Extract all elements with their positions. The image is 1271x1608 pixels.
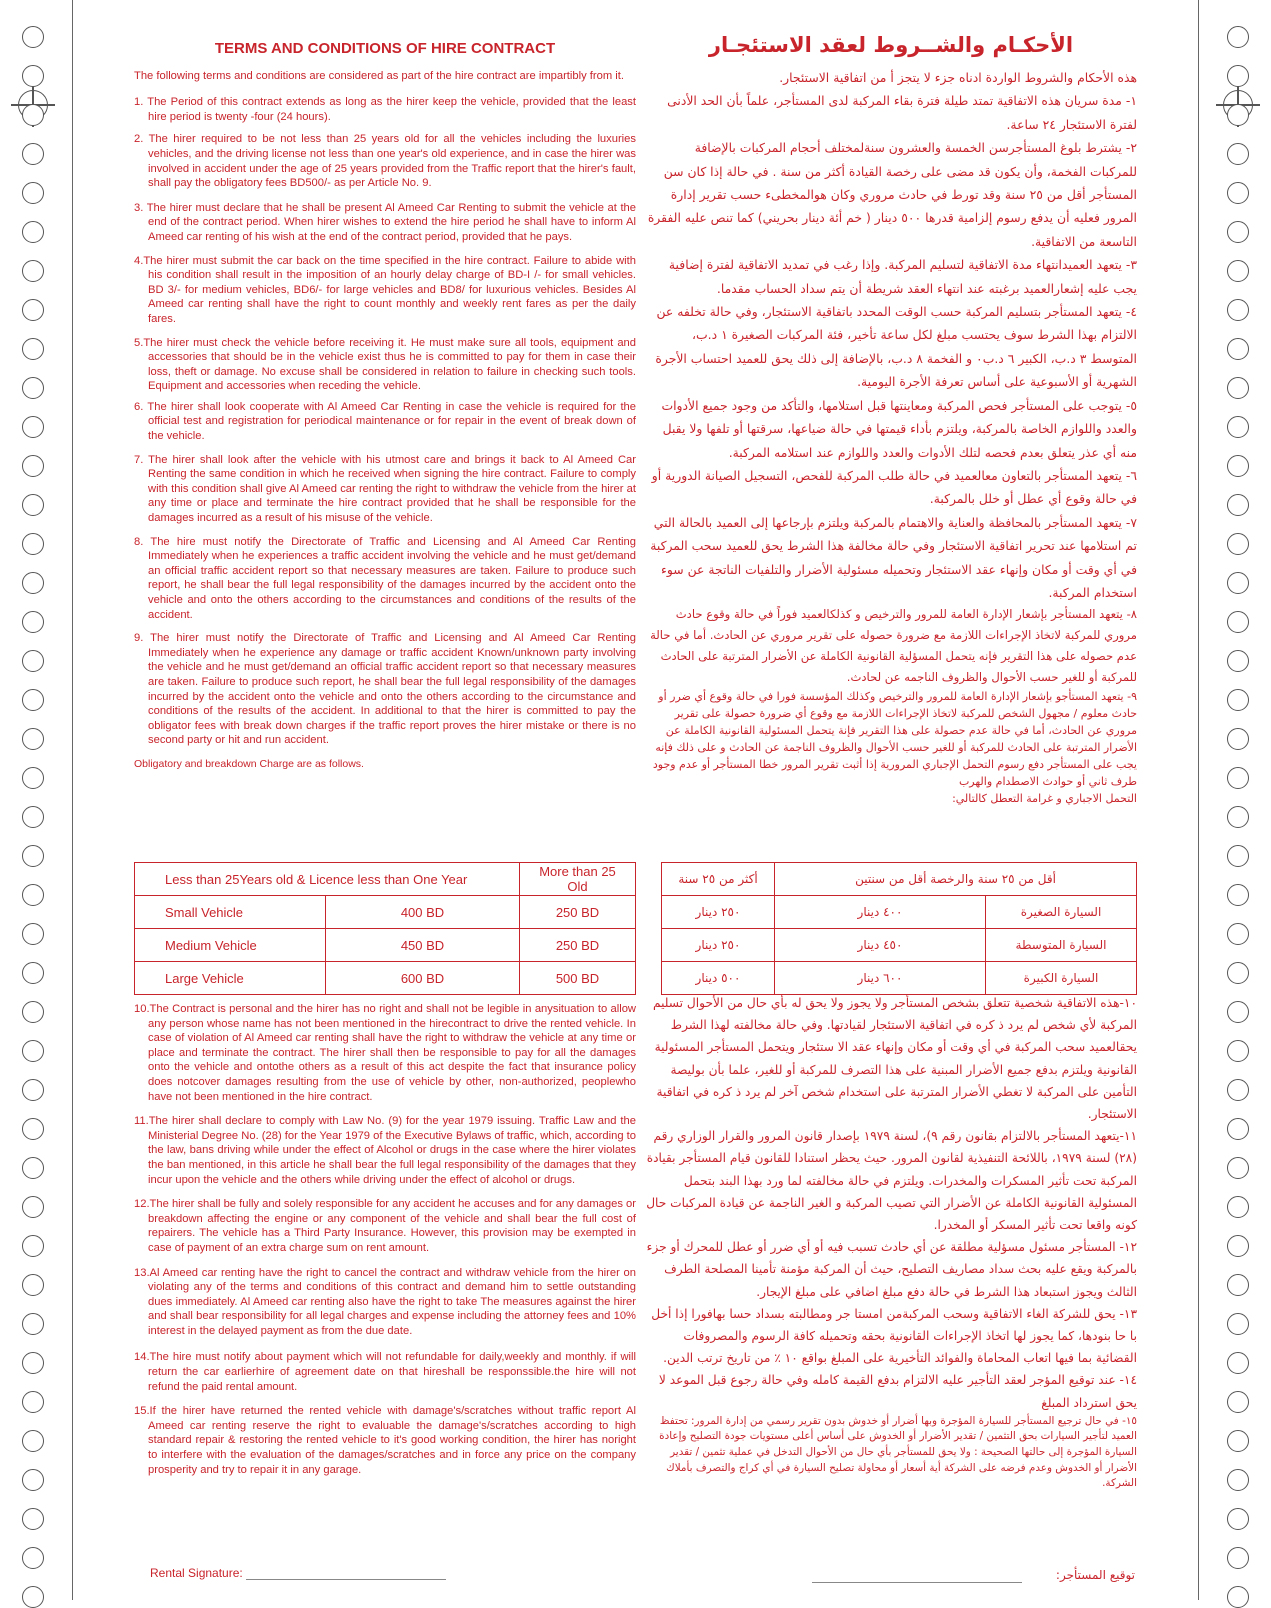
charge-over-25: ٢٥٠ دينار	[662, 896, 775, 929]
english-clause: 9. The hirer must notify the Directorate of Traffic and Licensing and Al Ameed Car Renting Immediately when he experience any damage or traffic accident Known/unknown party involving the vehicle and he must get/demand an official traffic accident report so that necessary measures are taken. Failure to produce such report, he shall bear the full legal responsibility of the damages incurred by the accident onto the vehicle and onto the others according to the circumstance and conditions of the results of the accident. In additional to that the hirer is committed to pay the obligator fees with break down charges if the traffic report proves the hirer mistake or there is no second party or hit and run accident.	[134, 632, 636, 747]
punch-hole-icon	[1227, 533, 1249, 555]
punch-hole-icon	[22, 1001, 44, 1023]
punch-hole-icon	[22, 377, 44, 399]
punch-hole-icon	[1227, 806, 1249, 828]
punch-hole-icon	[1227, 1586, 1249, 1608]
punch-hole-icon	[1227, 1313, 1249, 1335]
english-items-part1	[134, 95, 636, 748]
punch-hole-icon	[22, 1586, 44, 1608]
punch-hole-icon	[22, 26, 44, 48]
punch-hole-icon	[1227, 845, 1249, 867]
punch-hole-icon	[1227, 65, 1249, 87]
table-row	[662, 962, 1137, 995]
vehicle-class: السيارة الصغيرة	[986, 896, 1137, 929]
arabic-clause: ٣- يتعهد العميدانتهاء مدة الاتفاقية لتسليم المركبة. وإذا رغب في تمديد الاتفاقية لفترة إضافية يجب عليه إشعارالعميد برغبته عند انتهاء العقد شريطة أن يتم سداد الحساب مقدما.	[668, 257, 1137, 296]
punch-hole-icon	[1227, 1196, 1249, 1218]
signature-line[interactable]	[246, 1569, 446, 1580]
english-clause: 14.The hire must notify about payment which will not refundable for daily,weekly and monthly. if will return the car earlierhire of agreement date on that hireshall be responssible.the hire will not refund the paid rental amount.	[134, 1351, 636, 1393]
punch-hole-icon	[1227, 377, 1249, 399]
punch-hole-icon	[1227, 494, 1249, 516]
punch-hole-icon	[22, 143, 44, 165]
punch-hole-icon	[1227, 1274, 1249, 1296]
english-clause: 4.The hirer must submit the car back on the time specified in the hire contract. Failure to abide with his condition shall result in the imposition of an hourly delay charge of BD-I /- for small vehicles. BD 3/- for medium vehicles, BD6/- for large vehicles and BD8/ for luxurious vehicles. Besides Al Ameed car renting shall have the right to count monthly and weekly rent fares as per the daily fares.	[134, 254, 636, 325]
punch-hole-icon	[22, 923, 44, 945]
table-header-under-25: أقل من ٢٥ سنة والرخصة أقل من سنتين	[775, 863, 1137, 896]
punch-hole-icon	[22, 1352, 44, 1374]
english-title: TERMS AND CONDITIONS OF HIRE CONTRACT	[214, 40, 556, 57]
punch-hole-icon	[22, 104, 44, 126]
punch-hole-icon	[1227, 962, 1249, 984]
arabic-clause: ٤- يتعهد المستأجر بتسليم المركبة حسب الوقت المحدد باتفاقية الاستئجار، وفي حالة تخلفه عن الالتزام بهذا الشرط سوف يحتسب مبلغ لكل ساعة تأخير، فئة المركبات الصغيرة ١ د.ب، المتوسط ٣ د.ب، الكبير ٦ د.ب٠ و الفخمة ٨ د.ب، بالإضافة إلى ذلك يحق للعميد احتساب الأجرة الشهرية أو الأسبوعية على أساس تعرفة الأجرة اليومية.	[655, 304, 1137, 390]
table-row	[135, 896, 636, 929]
left-tractor-strip	[10, 0, 73, 1600]
punch-hole-icon	[22, 689, 44, 711]
arabic-items-part2	[645, 992, 1137, 1492]
table-row	[135, 929, 636, 962]
english-charges-table	[134, 862, 636, 995]
arabic-clause: ١٣- يحق للشركة الغاء الاتفاقية وسحب المركبةمن امستا جر ومطالبته بسداد حسا بهافورا إذا أخل با حا بنودها، كما يجوز لها اتخاذ الإجراءات القانونية بحقه وتحميله كافة الرسوم والمصروفات القضائية بما فيها اتعاب المحاماة والفوائد التأخيرية على المبلغ بواقع ١٠ ٪ من تاريخ ترتب الدين.	[651, 1306, 1137, 1366]
punch-hole-icon	[22, 221, 44, 243]
rental-signature-label: Rental Signature:	[150, 1566, 243, 1580]
english-clause: 12.The hirer shall be fully and solely responsible for any accident he accuses and for any damages or breakdown affecting the engine or any component of the vehicle and shall bear the full cost of repairers. The vehicle has a Third Party Insurance. However, this provision may be exempted in case of payment of an extra charge sum on rent amount.	[134, 1198, 636, 1254]
punch-hole-icon	[22, 338, 44, 360]
english-items-part2	[134, 1002, 636, 1477]
arabic-clause: ٩- يتعهد المستأجو بإشعار الإدارة العامة للمرور والترخيص وكذلك المؤسسة فورا في حالة وقوع أي ضرر أو حادث معلوم / مجهول الشخص للمركبة لاتخاذ الإجراءات اللازمة مع وقوع أي ضرورة حصولة على تقرير مروري عن الحادث، أما في حالة عدم حصولة على هذا التقرير فإنة يتحمل المسئولية القانونية الكاملة عن الأضرار المترتبة على الحادث للمركبة أو للغير حسب الأحوال والظروف الناجمة عن الحادث و على ذلك فإنه يجب على المستأجر دفع رسوم التحمل الإجباري المرورية إذا أثبت تقرير المرور خطا المستأجر أو عدم وجود طرف ثاني أو حوادث الاصطدام والهرب	[652, 690, 1137, 789]
english-table-caption: Obligatory and breakdown Charge are as follows.	[134, 757, 364, 770]
arabic-clause: ٦- يتعهد المستأجر بالتعاون معالعميد في حالة طلب المركبة للفحص، التسجيل الصيانة الدورية أو في حالة وقوع أي عطل أو خلل بالمركبة.	[651, 467, 1137, 507]
vehicle-class: Small Vehicle	[135, 896, 326, 929]
punch-hole-icon	[22, 650, 44, 672]
punch-hole-icon	[22, 1391, 44, 1413]
punch-hole-icon	[1227, 1547, 1249, 1569]
punch-hole-icon	[1227, 728, 1249, 750]
rental-signature-field[interactable]	[150, 1566, 446, 1580]
punch-hole-icon	[1227, 455, 1249, 477]
punch-hole-icon	[1227, 1235, 1249, 1257]
punch-hole-icon	[22, 1196, 44, 1218]
punch-hole-icon	[1227, 1118, 1249, 1140]
table-header-over-25: أكثر من ٢٥ سنة	[662, 863, 775, 896]
arabic-signature-label: توقيع المستأجر:	[1055, 1568, 1135, 1582]
arabic-clause: ٢- يشترط بلوغ المستأجرسن الخمسة والعشرون سنةلمختلف أحجام المركبات بالإضافة للمركبات الفخمة، وأن يكون قد مضى على رخصة القيادة أكثر من سنة . في حالة إذا كان سن المستأجر أقل من ٢٥ سنة وقد تورط في حادث مروري وكان هوالمخطىء حسب تقرير إدارة المرور فعليه أن يدفع رسوم إلزامية قدرها ٥٠٠ دينار ( خم أئة دينار بحريني) كما تنص عليه الفقرة التاسعة من الاتفاقية.	[647, 140, 1137, 249]
punch-hole-icon	[1227, 338, 1249, 360]
punch-hole-icon	[22, 1040, 44, 1062]
punch-hole-icon	[1227, 1430, 1249, 1452]
punch-hole-icon	[22, 1508, 44, 1530]
arabic-clause: ١٠-هذه الاتفاقية شخصية تتعلق بشخص المستأجر ولا يجوز ولا يحق له بأي حال من الأحوال تسليم المركبة لأي شخص لم يرد ذ كره في اتفاقية الاستئجار لقيادتها. وفي حالة مخالفته لهذا الشرط يحقالعميد سحب المركبة في أي وقت أو مكان وإنهاء عقد الا ستئجار ويتحمل المستأجر المسئولية القانونية ويلتزم بدفع جميع الأضرار المبنية على هذا التصرف للمركبة أو للغير، علما بأن بوليصة التأمين على المركبة لا تغطي الأضرار المترتبة على استخدام شخص آخر لم يرد ذ كره في اتفاقية الاستئجار.	[652, 996, 1137, 1122]
punch-hole-icon	[1227, 1157, 1249, 1179]
english-clause: 11.The hirer shall declare to comply with Law No. (9) for the year 1979 issuing. Traffic Law and the Ministerial Degree No. (28) for the Year 1979 of the Executive Bylaws of traffic, which, according to the law, bans driving while under the effect of Alcohol or drugs in the case where the hirer violates the ban mentioned, in this article he shall bear the full legal responsibility of the damages that they incur upon the vehicle and the others while driving under the effect of alcohol or drugs.	[134, 1115, 636, 1186]
english-clause: 10.The Contract is personal and the hirer has no right and shall not be legible in anysituation to allow any person whose name has not been mentioned in the hirecontract to drive the rented vehicle. In case of violation of Al Ameed car renting shall have the right to withdraw the vehicle at any time or place and terminate the contract. The hirer shall then be responsible to pay for all the damages onto the vehicle and ontothe others as a result of this act despite the fact that insurance policy does notcover damages resulting from the use of vehicle by other, non-authorized, peoplewho have not been mentioned in the hire contract.	[134, 1003, 636, 1103]
table-row	[662, 929, 1137, 962]
punch-hole-icon	[1227, 1040, 1249, 1062]
table-header-under-25: Less than 25Years old & Licence less than One Year	[135, 863, 520, 896]
english-clause: 3. The hirer must declare that he shall be present Al Ameed Car Renting to submit the vehicle at the end of the contract period. When hirer wishes to extend the hire period he shall have to inform Al Ameed car renting of his wish at the end of the contract period, provided that he pays.	[134, 201, 636, 243]
punch-hole-icon	[22, 962, 44, 984]
english-clause: 7. The hirer shall look after the vehicle with his utmost care and brings it back to Al Ameed Car Renting the same condition in which he received when signing the hire contract. Failure to comply with this condition shall give Al Ameed car renting the right to withdraw the vehicle from the hirer at any time or place and terminate the hire contract provided that he shall be responsible for the damages incurred as a result of his misuse of the vehicle.	[134, 453, 636, 525]
punch-hole-icon	[1227, 182, 1249, 204]
punch-hole-icon	[1227, 1508, 1249, 1530]
arabic-charges-table	[661, 862, 1137, 995]
charge-over-25: ٢٥٠ دينار	[662, 929, 775, 962]
punch-hole-icon	[1227, 611, 1249, 633]
charge-over-25: ٥٠٠ دينار	[662, 962, 775, 995]
english-terms-column	[134, 40, 636, 772]
punch-hole-icon	[1227, 221, 1249, 243]
english-clause: 6. The hirer shall look cooperate with Al Ameed Car Renting in case the vehicle is required for the official test and registration for periodical maintenance or for repair in the event of break down of the vehicle.	[134, 400, 636, 443]
punch-hole-icon	[1227, 572, 1249, 594]
punch-hole-icon	[1227, 1079, 1249, 1101]
punch-hole-icon	[1227, 416, 1249, 438]
punch-hole-icon	[22, 494, 44, 516]
arabic-terms-column	[645, 30, 1137, 808]
punch-hole-icon	[1227, 1469, 1249, 1491]
arabic-clause: ٧- يتعهد المستأجر بالمحافظة والعناية والاهتمام بالمركبة ويلتزم بإرجاعها إلى العميد بالحالة التي تم استلامها عند تحرير اتفاقية الاستئجار وفي حالة مخالفة هذا الشرط يحق للعميد سحب المركبة في أي وقت أو مكان وإنهاء عقد الاستئجار وتحميله مسئولية الأضرار والتلفيات الناتجة عن سوء استخدام المركبة.	[650, 514, 1137, 600]
punch-hole-icon	[22, 1118, 44, 1140]
punch-hole-icon	[1227, 1391, 1249, 1413]
charge-under-25: 400 BD	[326, 896, 520, 929]
charge-over-25: 250 BD	[520, 929, 636, 962]
charge-over-25: 500 BD	[520, 962, 636, 995]
arabic-clause: ١- مدة سريان هذه الاتفاقية تمتد طيلة فترة بقاء المركبة لدى المستأجر، علماً بأن الحد الأدنى لفترة الاستئجار ٢٤ ساعة.	[667, 93, 1137, 132]
punch-hole-icon	[1227, 1001, 1249, 1023]
english-clause: 5.The hirer must check the vehicle before receiving it. He must make sure all tools, equipment and accessories that should be in the vehicle exist thus he is committed to pay for them in case their loss, theft or damage. No excuse shall be considered in relation to failure in checking such tools. Equipment and accessories when receding the vehicle.	[134, 336, 636, 393]
charge-under-25: ٤٠٠ دينار	[775, 896, 986, 929]
punch-hole-icon	[1227, 884, 1249, 906]
punch-hole-icon	[22, 1313, 44, 1335]
vehicle-class: السيارة الكبيرة	[986, 962, 1137, 995]
arabic-clause: ١٢- المستأجر مسئول مسؤلية مطلقة عن أي حادث تسبب فيه أو أي ضرر أو عطل للمحرك أو جزء بالمركبة ويقع عليه بحث سداد مصاريف التصليح، حيث أن المركبة مؤمنة تأمينا المصلحة الطرف الثالث ويجوز استبعاد هذا الشرط في حالة دفع مبلغ اضافي على مبلغ الإيجار.	[646, 1240, 1137, 1299]
arabic-table-caption: التحمل الاجباري و غرامة التعطل كالتالي:	[952, 792, 1137, 806]
vehicle-class: Medium Vehicle	[135, 929, 326, 962]
punch-hole-icon	[1227, 1352, 1249, 1374]
punch-hole-icon	[22, 1274, 44, 1296]
punch-hole-icon	[22, 299, 44, 321]
punch-hole-icon	[22, 1430, 44, 1452]
punch-hole-icon	[1227, 299, 1249, 321]
punch-hole-icon	[22, 182, 44, 204]
arabic-title: الأحكـام والشــروط لعقد الاستئجـار	[708, 33, 1074, 57]
punch-hole-icon	[1227, 143, 1249, 165]
english-clause: 2. The hirer required to be not less than 25 years old for all the vehicles including the luxuries vehicles, and the driving license not less than one year's old experience, and in case the hirer was involved in accident under the age of 25 years provided from the Traffic report that the hirer's fault, shall pay the obligatory fees BD500/- as per Article No. 9.	[134, 133, 636, 190]
punch-hole-icon	[1227, 260, 1249, 282]
punch-hole-icon	[1227, 650, 1249, 672]
punch-hole-icon	[1227, 767, 1249, 789]
punch-hole-icon	[22, 1547, 44, 1569]
arabic-clause: ١٤- عند توقيع المؤجر لعقد التأجير عليه الالتزام بدفع القيمة كامله وفي حالة رجوع قبل الموعد لا يحق استرداد المبلغ	[658, 1373, 1137, 1410]
charge-under-25: 600 BD	[326, 962, 520, 995]
punch-hole-icon	[1227, 689, 1249, 711]
table-header-over-25: More than 25 Old	[520, 863, 636, 896]
english-clause: 8. The hire must notify the Directorate of Traffic and Licensing and Al Ameed Car Renting Immediately when he experiences a traffic accident involving the vehicle and he must get/demand an official traffic accident report so that necessary measures are taken. Failure to produce such report, he shall bear the full legal responsibility of the damages incurred by the accident onto the vehicle and onto the others according to the circumstances and conditions of the results of the accident.	[134, 535, 636, 621]
punch-hole-icon	[22, 65, 44, 87]
punch-hole-icon	[1227, 923, 1249, 945]
punch-hole-icon	[22, 611, 44, 633]
arabic-signature-line[interactable]	[812, 1582, 1022, 1583]
arabic-intro: هذه الأحكام والشروط الواردة ادناه جزء لا يتجز أ من اتفاقية الاستئجار.	[779, 70, 1137, 85]
punch-hole-icon	[22, 845, 44, 867]
punch-hole-icon	[22, 1235, 44, 1257]
punch-hole-icon	[22, 1469, 44, 1491]
arabic-clause: ١١-يتعهد المستأجر بالالتزام بقانون رقم ٩)، لسنة ١٩٧٩ بإصدار قانون المرور والقرار الوزاري رقم (٢٨) لسنة ١٩٧٩، باللائحة التنفيذية لقانون المرور. حيث يحظر استنادا للقانون قيام المستأجر بقيادة المركبة تحت تأثير المسكرات والمخدرات. ويلتزم في حالة مخالفته لما ورد بهذا البند بتحمل المسئولية القانونية الكاملة عن الأضرار التي تصيب المركبة و الغير الناجمة عن قيادة المركبات حال كونه واقعا تحت تأثير المسكر أو المخدرا.	[646, 1129, 1137, 1233]
table-row	[662, 896, 1137, 929]
charge-under-25: ٦٠٠ دينار	[775, 962, 986, 995]
punch-hole-icon	[22, 1157, 44, 1179]
charge-over-25: 250 BD	[520, 896, 636, 929]
punch-hole-icon	[22, 533, 44, 555]
english-clause: 1. The Period of this contract extends as long as the hirer keep the vehicle, provided that the least hire period is twenty -four (24 hours).	[134, 96, 636, 123]
vehicle-class: السيارة المتوسطة	[986, 929, 1137, 962]
charge-under-25: 450 BD	[326, 929, 520, 962]
arabic-clause: ٨- يتعهد المستأجر بإشعار الإدارة العامة للمرور والترخيص و كذلكالعميد فوراً في حالة وقوع حادث مروري للمركبة لاتخاذ الإجراءات اللازمة مع ضرورة حصوله على تقرير مروري عن الحادث. أما في حالة عدم حصوله على هذا التقرير فإنه يتحمل المسؤلية القانونية الكاملة عن الأضرار المترتبة على الحادث للمركبة أو للغير حسب الأحوال والظروف الناجمه عن لحادث.	[650, 607, 1137, 685]
english-clause: 13.Al Ameed car renting have the right to cancel the contract and withdraw vehicle from the hirer on violating any of the terms and conditions of this contract and demand him to settle outstanding dues immediately. Al Ameed car renting also have the right to take The measures against the hirer and shall bear responsibility for all legal charges and expense including the attorney fees and 10% interest in the delayed payment as from the due date.	[134, 1266, 636, 1337]
arabic-clause: ١٥- في حال ترجيع المستأجر للسيارة المؤجرة وبها أضرار أو خدوش بدون تقرير رسمي من إدارة المرور: تحتفظ العميد لتأجير السيارات بحق التثمين / تقدير الأضرار أو الخدوش على أساس أعلى مستويات جودة التصليح وإعادة السيارة المؤجرة إلى حالتها الصحيحة : ولا يحق للمستأجر بأي حال من الأحوال التدخل في عملية تثمين / تقدير الأضرار أو الخدوش وعدم فرضه على الشركة أية أسعار أو محاولة تصليح السيارة في أي كراج والتصرف بأملاك الشركة.	[659, 1414, 1137, 1490]
punch-hole-icon	[22, 260, 44, 282]
punch-hole-icon	[22, 806, 44, 828]
right-tractor-strip	[1198, 0, 1261, 1600]
english-intro: The following terms and conditions are considered as part of the hire contract are impartibly from it.	[134, 69, 624, 82]
punch-hole-icon	[22, 1079, 44, 1101]
english-clause: 15.If the hirer have returned the rented vehicle with damage's/scratches without traffic report Al Ameed car renting reserve the right to evaluable the damage's/scratches according to high standard repair & restoring the rented vehicle to it's good working condition, the hirer has noright to interfere with the evaluation of the damages/scratches and in force any price on the company prosperity and try to repair it in any garage.	[134, 1405, 636, 1476]
punch-hole-icon	[1227, 104, 1249, 126]
punch-hole-icon	[22, 884, 44, 906]
punch-hole-icon	[22, 767, 44, 789]
punch-hole-icon	[22, 455, 44, 477]
table-row	[135, 962, 636, 995]
arabic-clause: ٥- يتوجب على المستأجر فحص المركبة ومعاينتها قبل استلامها، والتأكد من وجود جميع الأدوات والعدد واللوازم الخاصة بالمركبة، ويلتزم بأداء قيمتها في حالة ضياعها، سرقتها أو تلفها ولا يقبل منه أي عذر يتعلق بعدم فحصه لتلك الأدوات والعدد واللوازم عند استلامه المركبة.	[661, 397, 1137, 460]
vehicle-class: Large Vehicle	[135, 962, 326, 995]
punch-hole-icon	[22, 572, 44, 594]
punch-hole-icon	[22, 416, 44, 438]
punch-hole-icon	[1227, 26, 1249, 48]
punch-hole-icon	[22, 728, 44, 750]
charge-under-25: ٤٥٠ دينار	[775, 929, 986, 962]
